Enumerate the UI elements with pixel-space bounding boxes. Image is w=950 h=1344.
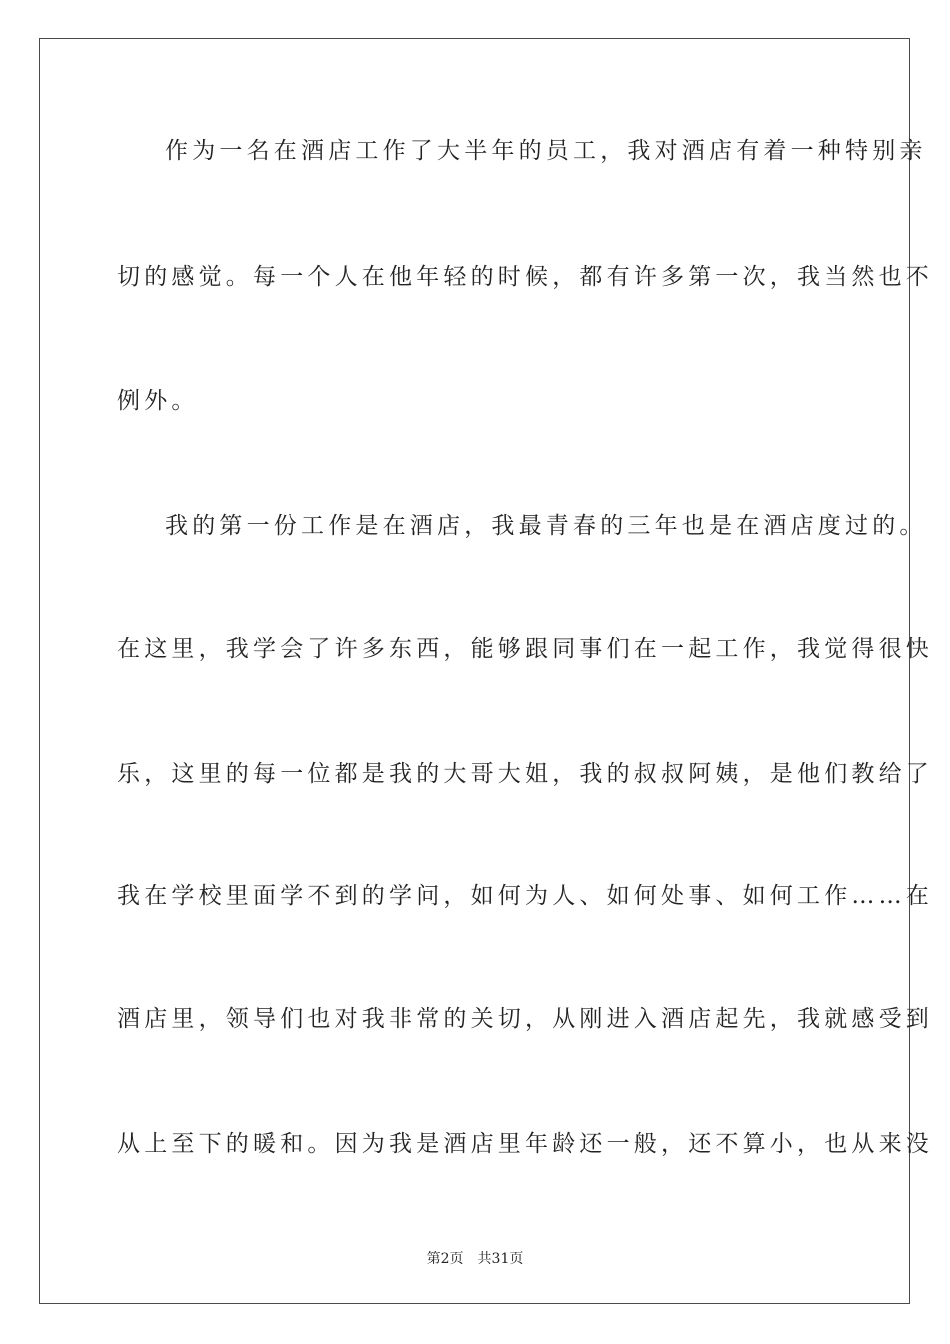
paragraph-line: 从上至下的暖和。因为我是酒店里年龄还一般，还不算小，也从来没	[117, 1131, 933, 1157]
page-number: 第2页	[426, 1251, 464, 1267]
page-footer	[0, 1248, 950, 1268]
paragraph-line: 酒店里，领导们也对我非常的关切，从刚进入酒店起先，我就感受到	[117, 1006, 933, 1032]
paragraph-line: 我的第一份工作是在酒店，我最青春的三年也是在酒店度过的。	[165, 513, 927, 539]
paragraph-line: 在这里，我学会了许多东西，能够跟同事们在一起工作，我觉得很快	[117, 636, 933, 662]
paragraph-line: 切的感觉。每一个人在他年轻的时候，都有许多第一次，我当然也不	[117, 264, 933, 290]
paragraph-line: 例外。	[117, 388, 199, 414]
page-total: 共31页	[477, 1251, 524, 1267]
page-frame	[39, 38, 933, 1304]
paragraph-line: 作为一名在酒店工作了大半年的员工，我对酒店有着一种特别亲	[165, 138, 927, 164]
paragraph-line: 我在学校里面学不到的学问，如何为人、如何处事、如何工作……在	[117, 883, 933, 909]
paragraph-line: 乐，这里的每一位都是我的大哥大姐，我的叔叔阿姨，是他们教给了	[117, 761, 933, 787]
